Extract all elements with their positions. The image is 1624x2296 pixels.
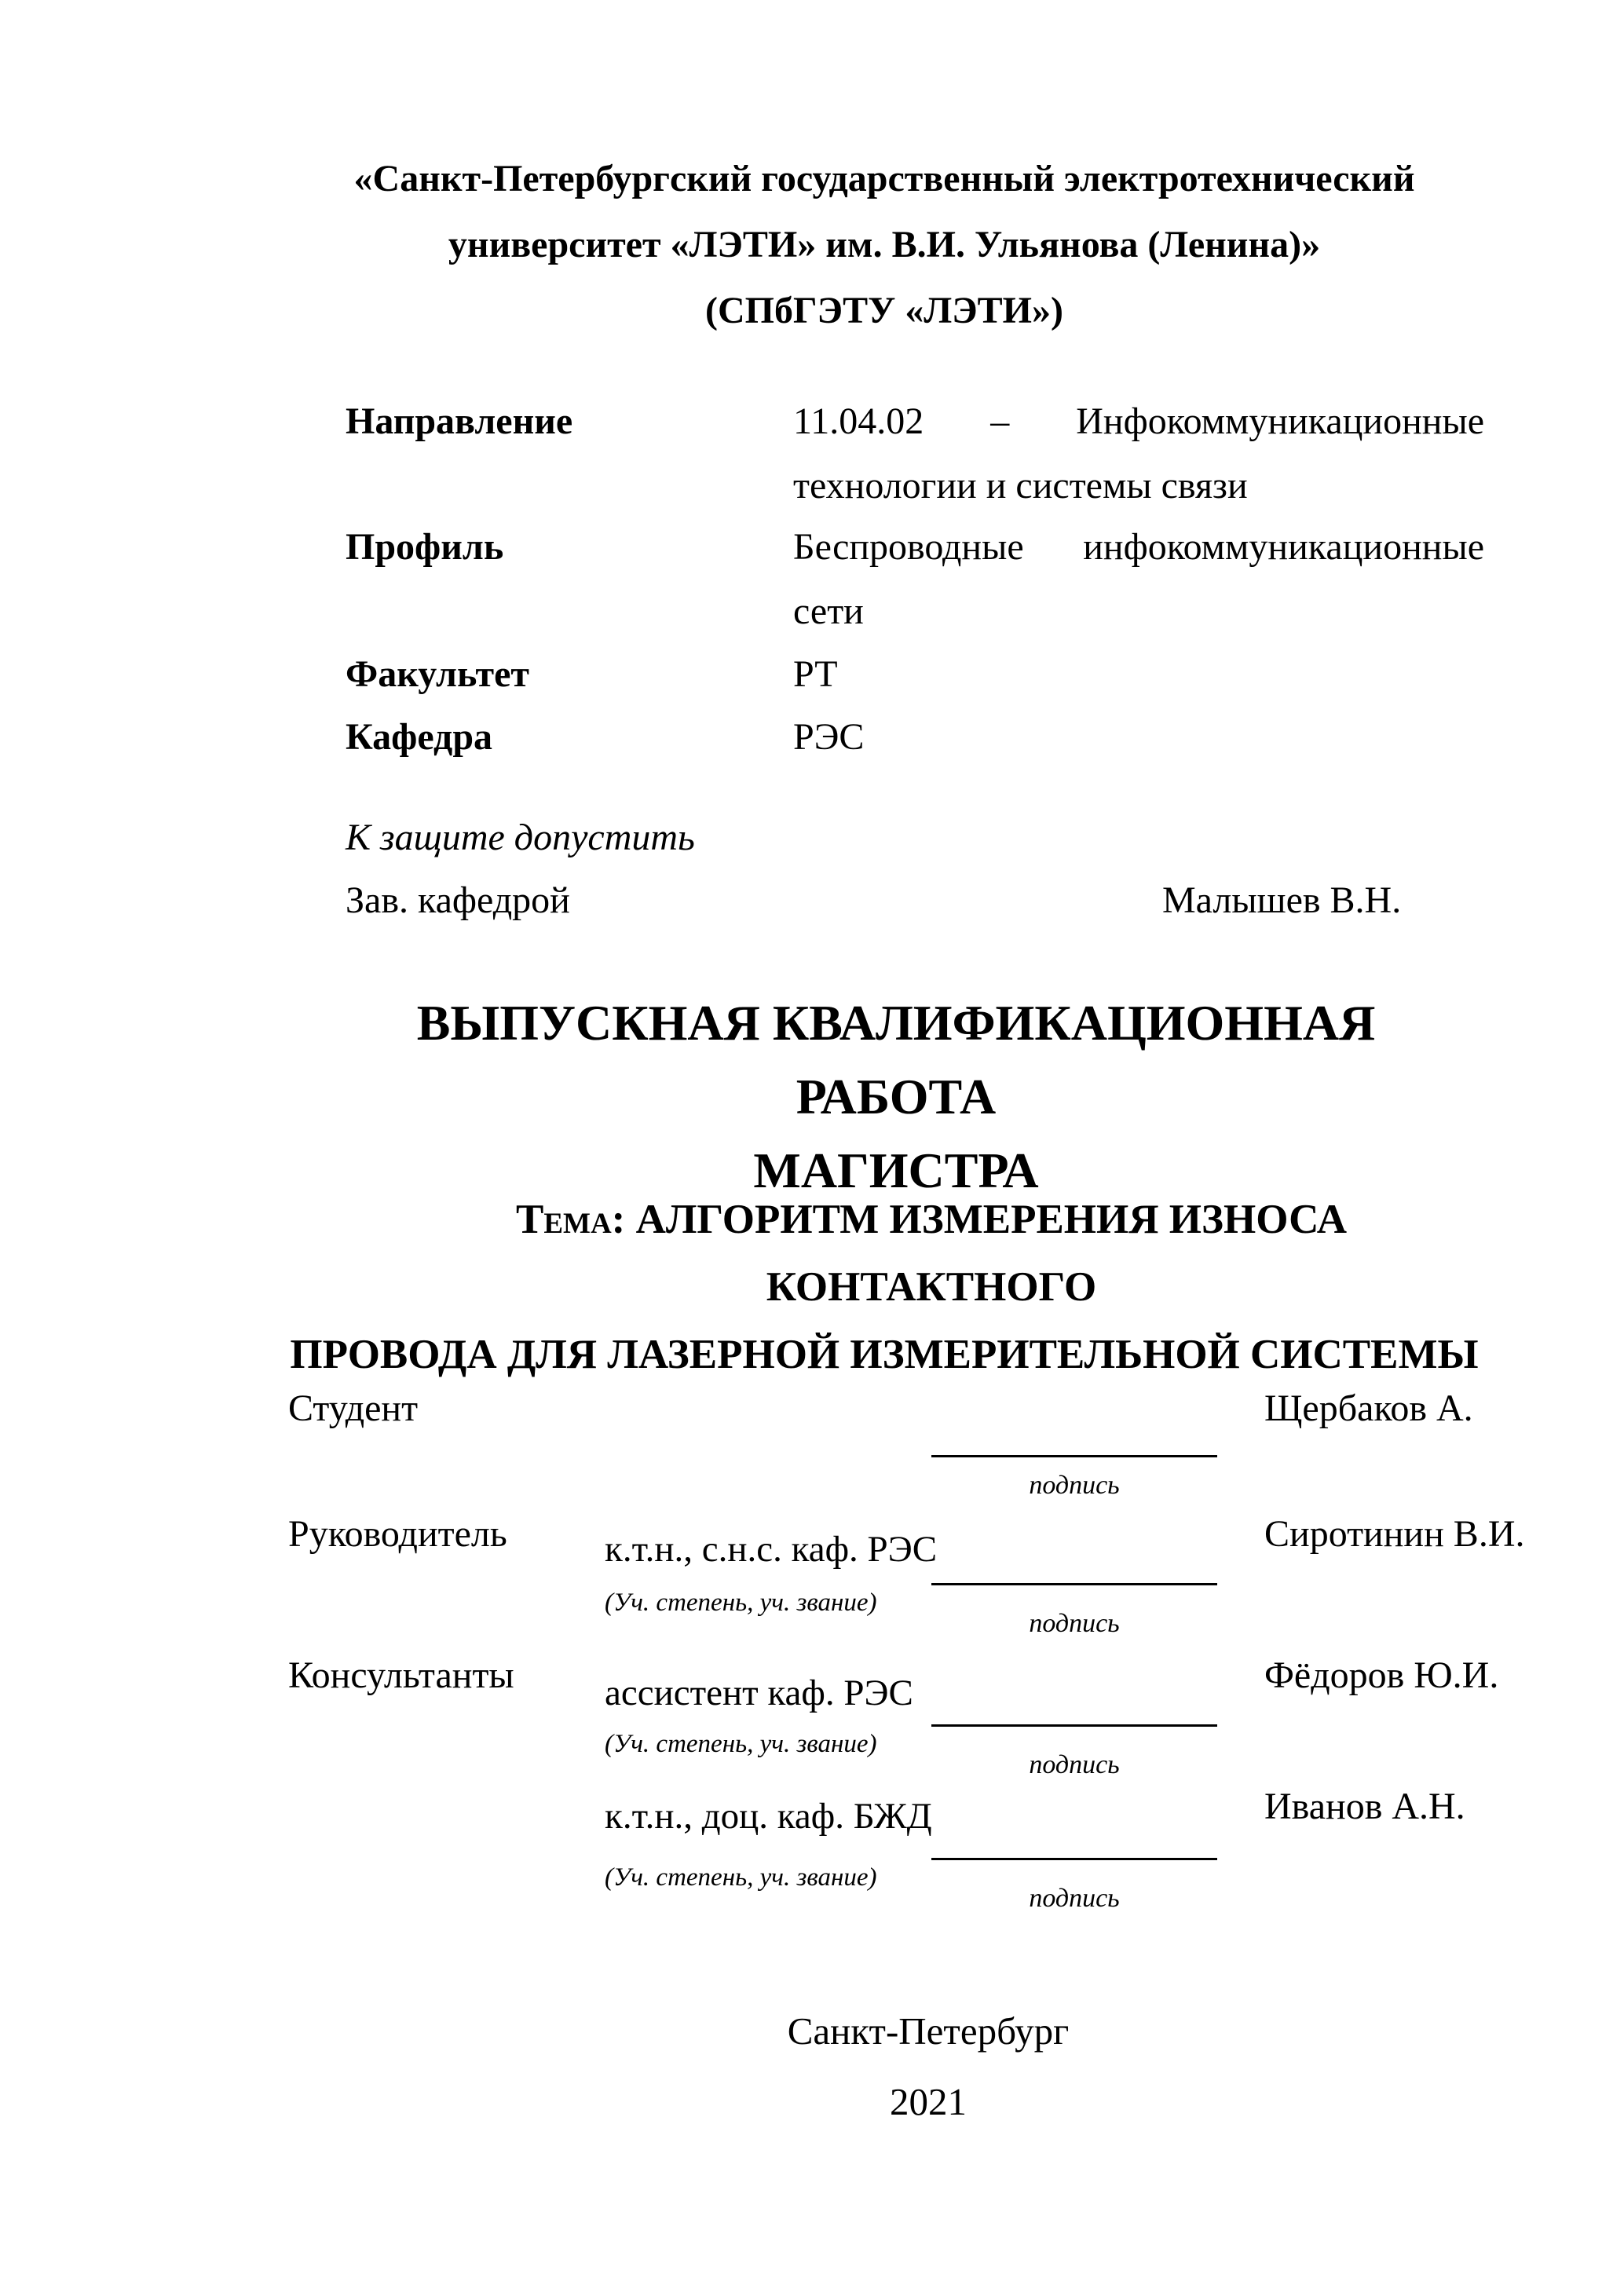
- direction-value-line1: 11.04.02 – Инфокоммуникационные: [793, 400, 1484, 442]
- department-value: РЭС: [793, 716, 865, 758]
- consultant1-signature-note: подпись: [1029, 1750, 1120, 1779]
- work-title-line1: ВЫПУСКНАЯ КВАЛИФИКАЦИОННАЯ РАБОТА: [416, 995, 1376, 1124]
- supervisor-qualification: к.т.н., с.н.с. каф. РЭС: [605, 1529, 938, 1570]
- admission-permit-line: К защите допустить: [346, 817, 695, 858]
- consultant2-qualification: к.т.н., доц. каф. БЖД: [605, 1796, 932, 1837]
- theme-line1: [382, 1186, 1480, 1321]
- work-title-line2: МАГИСТРА: [753, 1143, 1039, 1198]
- university-abbreviation: (СПбГЭТУ «ЛЭТИ»): [705, 290, 1063, 331]
- consultant1-signature-line: [931, 1724, 1217, 1727]
- profile-value-line2: сети: [793, 590, 864, 632]
- theme-line2: ПРОВОДА ДЛЯ ЛАЗЕРНОЙ ИЗМЕРИТЕЛЬНОЙ СИСТЕМЫ: [290, 1332, 1479, 1377]
- student-label: Студент: [288, 1387, 419, 1429]
- consultant2-signature-line: [931, 1858, 1217, 1860]
- faculty-label: Факультет: [346, 653, 529, 695]
- profile-label: Профиль: [346, 526, 504, 568]
- theme-title: [288, 1186, 1480, 1388]
- supervisor-signature-line: [931, 1583, 1217, 1585]
- footer: [288, 1996, 1480, 2137]
- faculty-value: РТ: [793, 653, 838, 695]
- student-name: Щербаков А.: [1264, 1387, 1473, 1429]
- footer-city: Санкт-Петербург: [787, 2009, 1070, 2053]
- supervisor-label: Руководитель: [288, 1513, 507, 1555]
- consultant1-degree-note: (Уч. степень, уч. звание): [605, 1730, 877, 1758]
- department-label: Кафедра: [346, 716, 493, 758]
- consultants-label: Консультанты: [288, 1654, 514, 1696]
- consultant2-degree-note: (Уч. степень, уч. звание): [605, 1863, 877, 1892]
- direction-value-line2: технологии и системы связи: [793, 465, 1248, 506]
- student-signature-note: подпись: [1029, 1471, 1120, 1500]
- university-header: [288, 146, 1480, 344]
- footer-year: 2021: [890, 2080, 967, 2123]
- supervisor-signature-note: подпись: [1029, 1609, 1120, 1638]
- profile-value-line1: Беспроводные инфокоммуникационные: [793, 526, 1484, 568]
- consultant1-name: Фёдоров Ю.И.: [1264, 1654, 1499, 1696]
- department-head-label: Зав. кафедрой: [346, 879, 570, 921]
- university-name-line1: «Санкт-Петербургский государственный электротехнический: [353, 158, 1415, 199]
- theme-prefix: Тема:: [516, 1197, 626, 1242]
- supervisor-name: Сиротинин В.И.: [1264, 1513, 1525, 1555]
- theme-line1-text: АЛГОРИТМ ИЗМЕРЕНИЯ ИЗНОСА КОНТАКТНОГО: [625, 1197, 1347, 1310]
- department-head-name: Малышев В.Н.: [1162, 879, 1402, 921]
- supervisor-degree-note: (Уч. степень, уч. звание): [605, 1589, 877, 1617]
- university-name-line2: университет «ЛЭТИ» им. В.И. Ульянова (Ленина)»: [448, 224, 1321, 265]
- consultant2-name: Иванов А.Н.: [1264, 1786, 1465, 1827]
- direction-label: Направление: [346, 400, 573, 442]
- student-signature-line: [931, 1455, 1217, 1457]
- work-title: [288, 986, 1480, 1208]
- consultant2-signature-note: подпись: [1029, 1884, 1120, 1913]
- consultant1-qualification: ассистент каф. РЭС: [605, 1673, 913, 1713]
